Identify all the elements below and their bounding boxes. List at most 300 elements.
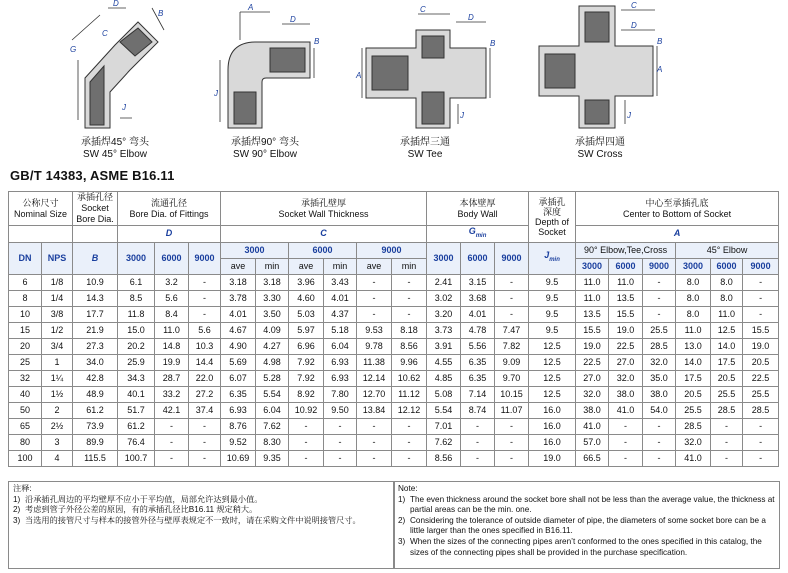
table-cell: 8.0 bbox=[676, 290, 711, 306]
table-cell: - bbox=[189, 274, 221, 290]
table-cell: 3/4 bbox=[42, 338, 73, 354]
table-cell: 6.96 bbox=[289, 338, 324, 354]
table-cell: 37.4 bbox=[189, 402, 221, 418]
header-bore-dia: 流通孔径 Bore Dia. of Fittings bbox=[118, 192, 221, 226]
table-cell: 19.0 bbox=[576, 338, 609, 354]
label-C: C bbox=[420, 5, 426, 14]
table-cell: 9.78 bbox=[357, 338, 392, 354]
table-cell: 6.93 bbox=[221, 402, 256, 418]
table-cell: - bbox=[495, 450, 529, 466]
table-cell: 28.7 bbox=[155, 370, 189, 386]
table-cell: 12.5 bbox=[529, 370, 576, 386]
symbol-D: D bbox=[118, 226, 221, 243]
table-cell: 22.5 bbox=[576, 354, 609, 370]
table-cell: - bbox=[189, 418, 221, 434]
caption-45-elbow: 承插焊45° 弯头 SW 45° Elbow bbox=[81, 137, 149, 160]
header-90-elbow: 90° Elbow,Tee,Cross bbox=[576, 242, 676, 258]
table-cell: 54.0 bbox=[643, 402, 676, 418]
table-cell: 3.30 bbox=[256, 290, 289, 306]
table-cell: 22.0 bbox=[189, 370, 221, 386]
table-cell: 7.14 bbox=[461, 386, 495, 402]
label-C: C bbox=[631, 1, 637, 10]
table-cell: 8.56 bbox=[427, 450, 461, 466]
table-cell: 4.09 bbox=[256, 322, 289, 338]
table-cell: 20.5 bbox=[743, 354, 779, 370]
table-cell: 7.62 bbox=[256, 418, 289, 434]
table-cell: - bbox=[357, 290, 392, 306]
table-cell: 17.5 bbox=[676, 370, 711, 386]
table-cell: 32.0 bbox=[576, 386, 609, 402]
table-cell: - bbox=[743, 290, 779, 306]
header-dn: DN bbox=[9, 242, 42, 274]
table-cell: 10.62 bbox=[392, 370, 427, 386]
table-cell: 5.56 bbox=[461, 338, 495, 354]
table-cell: 38.0 bbox=[609, 386, 643, 402]
table-cell: - bbox=[392, 306, 427, 322]
table-cell: 16.0 bbox=[529, 434, 576, 450]
table-cell: 20.2 bbox=[118, 338, 155, 354]
table-cell: 12.5 bbox=[529, 338, 576, 354]
table-cell: 4.90 bbox=[221, 338, 256, 354]
table-cell: - bbox=[711, 418, 743, 434]
symbol-A: A bbox=[576, 226, 779, 243]
table-cell: - bbox=[743, 274, 779, 290]
table-cell: 9.70 bbox=[495, 370, 529, 386]
table-cell: 35.0 bbox=[643, 370, 676, 386]
table-cell: - bbox=[743, 418, 779, 434]
table-cell: 25.5 bbox=[743, 386, 779, 402]
table-cell: - bbox=[289, 418, 324, 434]
table-cell: 28.5 bbox=[743, 402, 779, 418]
table-cell: 6.35 bbox=[221, 386, 256, 402]
table-cell: - bbox=[609, 434, 643, 450]
table-cell: - bbox=[643, 274, 676, 290]
table-cell: 3.2 bbox=[155, 274, 189, 290]
table-cell: 14.8 bbox=[155, 338, 189, 354]
table-cell: 14.4 bbox=[189, 354, 221, 370]
table-cell: 9.53 bbox=[357, 322, 392, 338]
table-cell: 3.15 bbox=[461, 274, 495, 290]
table-cell: - bbox=[289, 434, 324, 450]
header-wall-thickness: 承插孔壁厚 Socket Wall Thickness bbox=[221, 192, 427, 226]
table-cell: 1/8 bbox=[42, 274, 73, 290]
label-B: B bbox=[657, 37, 663, 46]
table-cell: 115.5 bbox=[73, 450, 118, 466]
table-cell: 19.0 bbox=[609, 322, 643, 338]
header-body-wall: 本体壁厚 Body Wall bbox=[427, 192, 529, 226]
table-cell: 3.02 bbox=[427, 290, 461, 306]
table-cell: 9.96 bbox=[392, 354, 427, 370]
table-cell: 8.0 bbox=[676, 274, 711, 290]
table-cell: 6.93 bbox=[324, 354, 357, 370]
table-cell: 5.08 bbox=[427, 386, 461, 402]
table-cell: 27.0 bbox=[609, 354, 643, 370]
sw-tee-drawing bbox=[358, 0, 498, 130]
table-cell: - bbox=[392, 450, 427, 466]
label-J: J bbox=[460, 111, 464, 120]
label-A: A bbox=[248, 3, 254, 12]
label-J: J bbox=[122, 103, 126, 112]
table-cell: 11.12 bbox=[392, 386, 427, 402]
table-cell: 22.5 bbox=[743, 370, 779, 386]
table-cell: 8.76 bbox=[221, 418, 256, 434]
table-row bbox=[9, 370, 779, 386]
table-cell: - bbox=[324, 434, 357, 450]
table-cell: 21.9 bbox=[73, 322, 118, 338]
symbol-G-min: $G_{min}$ bbox=[427, 226, 529, 243]
table-cell: - bbox=[289, 450, 324, 466]
table-cell: 8.0 bbox=[711, 274, 743, 290]
table-cell: 8.56 bbox=[392, 338, 427, 354]
table-cell: 6.04 bbox=[256, 402, 289, 418]
table-cell: 11.0 bbox=[609, 274, 643, 290]
table-row bbox=[9, 434, 779, 450]
table-cell: 34.0 bbox=[73, 354, 118, 370]
table-cell: 10.3 bbox=[189, 338, 221, 354]
standard-title: GB/T 14383, ASME B16.11 bbox=[10, 168, 175, 183]
table-cell: 4.27 bbox=[256, 338, 289, 354]
sw-cross-drawing bbox=[535, 0, 665, 130]
table-cell: - bbox=[643, 290, 676, 306]
table-cell: 25.5 bbox=[643, 322, 676, 338]
table-cell: 12.12 bbox=[392, 402, 427, 418]
table-cell: 33.2 bbox=[155, 386, 189, 402]
table-cell: 7.92 bbox=[289, 370, 324, 386]
table-cell: 10 bbox=[9, 306, 42, 322]
table-cell: - bbox=[495, 290, 529, 306]
table-cell: 25.5 bbox=[676, 402, 711, 418]
table-cell: - bbox=[711, 434, 743, 450]
table-cell: 9.09 bbox=[495, 354, 529, 370]
table-cell: 9.5 bbox=[529, 274, 576, 290]
table-cell: 9.5 bbox=[529, 322, 576, 338]
table-cell: 34.3 bbox=[118, 370, 155, 386]
table-cell: 5.18 bbox=[324, 322, 357, 338]
table-row bbox=[9, 402, 779, 418]
table-cell: 7.62 bbox=[427, 434, 461, 450]
table-cell: 4.78 bbox=[461, 322, 495, 338]
table-cell: - bbox=[357, 434, 392, 450]
table-cell: 11.0 bbox=[676, 322, 711, 338]
table-cell: - bbox=[189, 290, 221, 306]
table-cell: 14.3 bbox=[73, 290, 118, 306]
table-cell: - bbox=[189, 450, 221, 466]
sw-90-elbow-drawing bbox=[210, 0, 320, 130]
table-cell: 15.0 bbox=[118, 322, 155, 338]
header-depth-of-socket: 承插孔 深度 Depth of Socket bbox=[529, 192, 576, 243]
table-cell: - bbox=[461, 418, 495, 434]
table-cell: 32.0 bbox=[676, 434, 711, 450]
table-cell: 22.5 bbox=[609, 338, 643, 354]
table-cell: 8.0 bbox=[711, 290, 743, 306]
table-cell: 5.6 bbox=[189, 322, 221, 338]
label-D: D bbox=[290, 15, 296, 24]
table-cell: - bbox=[357, 418, 392, 434]
table-cell: 100 bbox=[9, 450, 42, 466]
table-row bbox=[9, 418, 779, 434]
table-cell: 25 bbox=[9, 354, 42, 370]
table-cell: - bbox=[711, 450, 743, 466]
caption-90-elbow: 承插焊90° 弯头 SW 90° Elbow bbox=[231, 137, 299, 160]
table-cell: 11.0 bbox=[155, 322, 189, 338]
table-cell: 1/4 bbox=[42, 290, 73, 306]
table-cell: - bbox=[495, 274, 529, 290]
table-cell: 25.5 bbox=[711, 386, 743, 402]
table-cell: 13.5 bbox=[576, 306, 609, 322]
table-cell: 28.5 bbox=[643, 338, 676, 354]
header-center-to-bottom: 中心至承插孔底 Center to Bottom of Socket bbox=[576, 192, 779, 226]
table-row bbox=[9, 274, 779, 290]
table-row bbox=[9, 354, 779, 370]
table-cell: 4.98 bbox=[256, 354, 289, 370]
table-cell: 3.20 bbox=[427, 306, 461, 322]
table-cell: 76.4 bbox=[118, 434, 155, 450]
header-nominal-size: 公称尺寸 Nominal Size bbox=[9, 192, 73, 226]
table-cell: 41.0 bbox=[676, 450, 711, 466]
table-cell: 3.18 bbox=[221, 274, 256, 290]
table-cell: 4.85 bbox=[427, 370, 461, 386]
table-cell: 7.01 bbox=[427, 418, 461, 434]
table-cell: 17.7 bbox=[73, 306, 118, 322]
table-cell: 40 bbox=[9, 386, 42, 402]
table-cell: 2.41 bbox=[427, 274, 461, 290]
symbol-B: B bbox=[73, 242, 118, 274]
label-C: C bbox=[102, 29, 108, 38]
table-cell: 27.3 bbox=[73, 338, 118, 354]
table-cell: 27.0 bbox=[576, 370, 609, 386]
table-cell: 2½ bbox=[42, 418, 73, 434]
table-cell: 6.04 bbox=[324, 338, 357, 354]
table-cell: 4.55 bbox=[427, 354, 461, 370]
table-cell: 12.5 bbox=[529, 386, 576, 402]
table-cell: 100.7 bbox=[118, 450, 155, 466]
table-cell: - bbox=[609, 450, 643, 466]
table-cell: - bbox=[643, 418, 676, 434]
label-A: A bbox=[657, 65, 663, 74]
table-cell: - bbox=[189, 434, 221, 450]
table-cell: - bbox=[324, 450, 357, 466]
table-cell: 7.80 bbox=[324, 386, 357, 402]
table-cell: 65 bbox=[9, 418, 42, 434]
table-cell: 16.0 bbox=[529, 418, 576, 434]
sw-45-elbow-drawing bbox=[60, 0, 170, 130]
table-cell: 2 bbox=[42, 402, 73, 418]
label-G: G bbox=[70, 45, 77, 54]
table-cell: 3.78 bbox=[221, 290, 256, 306]
table-cell: 15.5 bbox=[609, 306, 643, 322]
label-A: A bbox=[356, 71, 362, 80]
caption-cross: 承插焊四通 SW Cross bbox=[575, 137, 625, 160]
label-J: J bbox=[627, 111, 631, 120]
table-row bbox=[9, 290, 779, 306]
table-cell: - bbox=[392, 418, 427, 434]
table-cell: 4.67 bbox=[221, 322, 256, 338]
table-cell: 38.0 bbox=[643, 386, 676, 402]
table-cell: 3.96 bbox=[289, 274, 324, 290]
table-cell: - bbox=[643, 306, 676, 322]
table-cell: 20 bbox=[9, 338, 42, 354]
table-cell: 50 bbox=[9, 402, 42, 418]
table-cell: 9.35 bbox=[256, 450, 289, 466]
table-cell: 6 bbox=[9, 274, 42, 290]
table-cell: 41.0 bbox=[576, 418, 609, 434]
table-row bbox=[9, 322, 779, 338]
table-cell: - bbox=[643, 450, 676, 466]
table-cell: 27.2 bbox=[189, 386, 221, 402]
table-cell: 73.9 bbox=[73, 418, 118, 434]
table-cell: - bbox=[357, 274, 392, 290]
table-cell: - bbox=[392, 434, 427, 450]
table-cell: 8.5 bbox=[118, 290, 155, 306]
header-socket-bore: 承插孔径 Socket Bore Dia. bbox=[73, 192, 118, 226]
table-cell: 15.5 bbox=[743, 322, 779, 338]
table-cell: 32.0 bbox=[643, 354, 676, 370]
table-cell: 13.5 bbox=[609, 290, 643, 306]
table-cell: 3.43 bbox=[324, 274, 357, 290]
table-row bbox=[9, 450, 779, 466]
table-cell: 19.9 bbox=[155, 354, 189, 370]
table-cell: - bbox=[357, 450, 392, 466]
table-cell: 10.15 bbox=[495, 386, 529, 402]
table-cell: 4.01 bbox=[221, 306, 256, 322]
table-cell: 7.92 bbox=[289, 354, 324, 370]
table-cell: 1½ bbox=[42, 386, 73, 402]
table-cell: 28.5 bbox=[711, 402, 743, 418]
table-cell: 80 bbox=[9, 434, 42, 450]
table-cell: 1¼ bbox=[42, 370, 73, 386]
table-cell: 11.8 bbox=[118, 306, 155, 322]
table-cell: 14.0 bbox=[676, 354, 711, 370]
table-cell: 9.50 bbox=[324, 402, 357, 418]
table-cell: 32.0 bbox=[609, 370, 643, 386]
table-cell: 1/2 bbox=[42, 322, 73, 338]
table-cell: 6.07 bbox=[221, 370, 256, 386]
table-cell: - bbox=[189, 306, 221, 322]
table-cell: 5.03 bbox=[289, 306, 324, 322]
table-cell: 38.0 bbox=[576, 402, 609, 418]
table-cell: 28.5 bbox=[676, 418, 711, 434]
table-cell: 6.35 bbox=[461, 370, 495, 386]
notes-english: Note: 1) The even thickness around the socket bore shall not be less than the average value, the thickness at partial areas can be the min. one. 2) Considering the tolerance of outside diameter of pipe, the diameters of some socket bore can be a little larger than the ones specified in B16.11. 3) When the sizes of the connecting pipes aren’t conformed to the ones specified in this catalog, the sizes of the connecting pipes shall be provided in the purchase specification. bbox=[393, 481, 780, 569]
table-cell: 12.5 bbox=[711, 322, 743, 338]
table-cell: - bbox=[461, 434, 495, 450]
table-cell: 15 bbox=[9, 322, 42, 338]
table-cell: 14.0 bbox=[711, 338, 743, 354]
table-cell: 9.5 bbox=[529, 290, 576, 306]
table-cell: 13.0 bbox=[676, 338, 711, 354]
symbol-J-min: $J_{min}$ bbox=[529, 242, 576, 274]
table-cell: 6.1 bbox=[118, 274, 155, 290]
label-D: D bbox=[113, 0, 119, 8]
table-cell: 11.07 bbox=[495, 402, 529, 418]
table-cell: 4.01 bbox=[324, 290, 357, 306]
table-cell: 51.7 bbox=[118, 402, 155, 418]
table-cell: 42.1 bbox=[155, 402, 189, 418]
table-cell: 3 bbox=[42, 434, 73, 450]
table-cell: - bbox=[357, 306, 392, 322]
table-cell: 5.6 bbox=[155, 290, 189, 306]
table-cell: - bbox=[643, 434, 676, 450]
table-cell: - bbox=[495, 418, 529, 434]
table-cell: 17.5 bbox=[711, 354, 743, 370]
table-cell: 42.8 bbox=[73, 370, 118, 386]
table-cell: 3.73 bbox=[427, 322, 461, 338]
table-cell: 5.54 bbox=[256, 386, 289, 402]
table-cell: 12.14 bbox=[357, 370, 392, 386]
table-cell: 4.60 bbox=[289, 290, 324, 306]
label-B: B bbox=[158, 9, 164, 18]
table-cell: 3.50 bbox=[256, 306, 289, 322]
table-cell: 10.69 bbox=[221, 450, 256, 466]
table-cell: 40.1 bbox=[118, 386, 155, 402]
table-cell: 11.38 bbox=[357, 354, 392, 370]
table-cell: 15.5 bbox=[576, 322, 609, 338]
table-cell: 41.0 bbox=[609, 402, 643, 418]
table-cell: 9.52 bbox=[221, 434, 256, 450]
table-cell: - bbox=[155, 418, 189, 434]
table-cell: 89.9 bbox=[73, 434, 118, 450]
dimension-table: 公称尺寸 Nominal Size 承插孔径 Socket Bore Dia. 流通孔径 Bore Dia. of Fittings 承插孔壁厚 Socket Wall Thickness 本体壁厚 Body Wall 承插孔 深度 Depth of Socket 中心至承插孔底 Center to Bottom of Socket D C $G_{min}$ A DN NPS B 3000 6000 9000 3000 6000 9000 3000 6000 9000 $J_{min}$ 90° Elbow,Tee,Cross 45° Elbow ave min ave min ave min 3000 6000 9000 3000 6000 9000 6 1/8 10.9 6.1 3.2 - 3.18 3.18 3.96 3.43 - - 2.41 3.15 - 9.5 11.0 11.0 - 8.0 8.0 - 8 1/4 14.3 8.5 5.6 - 3.78 3.30 4.60 4.01 - - 3.02 3.68 - 9.5 11.0 13.5 - 8.0 8.0 - 10 3/8 17.7 11.8 8.4 - 4.01 3.50 5.03 4.37 - - 3.20 4.01 - 9.5 13.5 15.5 - 8.0 11.0 - 15 1/2 21.9 15.0 11.0 5.6 4.67 4.09 5.97 5.18 9.53 8.18 3.73 4.78 7.47 9.5 15.5 19.0 25.5 11.0 12.5 15.5 20 3/4 27.3 20.2 14.8 10.3 4.90 4.27 6.96 6.04 9.78 8.56 3.91 5.56 7.82 12.5 19.0 22.5 28.5 13.0 14.0 19.0 25 1 34.0 25.9 19.9 14.4 5.69 4.98 7.92 6.93 11.38 9.96 4.55 6.35 9.09 12.5 22.5 27.0 32.0 14.0 17.5 20.5 32 1¼ 42.8 34.3 28.7 22.0 6.07 5.28 7.92 6.93 12.14 10.62 4.85 6.35 9.70 12.5 27.0 32.0 35.0 17.5 20.5 22.5 40 1½ 48.9 40.1 33.2 27.2 6.35 5.54 8.92 7.80 12.70 11.12 5.08 7.14 10.15 12.5 32.0 38.0 38.0 20.5 25.5 25.5 50 2 61.2 51.7 42.1 37.4 6.93 6.04 10.92 9.50 13.84 12.12 5.54 8.74 11.07 16.0 38.0 41.0 54.0 25.5 28.5 28.5 65 2½ 73.9 61.2 - - 8.76 7.62 - - - - 7.01 - - 16.0 41.0 - - 28.5 - - 80 3 89.9 76.4 - - 9.52 8.30 - - - - 7.62 - - 16.0 57.0 - - 32.0 - - 100 4 115.5 100.7 - - 10.69 9.35 - - - - 8.56 - - 19.0 66.5 - - 41.0 - - bbox=[8, 191, 779, 467]
table-cell: 8.92 bbox=[289, 386, 324, 402]
table-cell: - bbox=[155, 434, 189, 450]
table-cell: 11.0 bbox=[711, 306, 743, 322]
header-45-elbow: 45° Elbow bbox=[676, 242, 779, 258]
table-cell: 9.5 bbox=[529, 306, 576, 322]
table-cell: 66.5 bbox=[576, 450, 609, 466]
table-cell: 8.30 bbox=[256, 434, 289, 450]
table-cell: 16.0 bbox=[529, 402, 576, 418]
label-J: J bbox=[214, 89, 218, 98]
table-cell: 6.35 bbox=[461, 354, 495, 370]
table-cell: 12.5 bbox=[529, 354, 576, 370]
table-cell: 4 bbox=[42, 450, 73, 466]
table-cell: 57.0 bbox=[576, 434, 609, 450]
table-cell: 11.0 bbox=[576, 290, 609, 306]
table-cell: 4.37 bbox=[324, 306, 357, 322]
symbol-C: C bbox=[221, 226, 427, 243]
table-cell: - bbox=[743, 306, 779, 322]
table-cell: 3/8 bbox=[42, 306, 73, 322]
table-cell: 5.28 bbox=[256, 370, 289, 386]
table-cell: - bbox=[609, 418, 643, 434]
table-cell: 11.0 bbox=[576, 274, 609, 290]
table-cell: 3.18 bbox=[256, 274, 289, 290]
table-cell: 61.2 bbox=[73, 402, 118, 418]
table-cell: 7.82 bbox=[495, 338, 529, 354]
table-row bbox=[9, 386, 779, 402]
table-cell: - bbox=[495, 434, 529, 450]
table-row bbox=[9, 338, 779, 354]
table-cell: 7.47 bbox=[495, 322, 529, 338]
table-cell: 8.0 bbox=[676, 306, 711, 322]
table-cell: - bbox=[324, 418, 357, 434]
table-cell: 32 bbox=[9, 370, 42, 386]
table-cell: - bbox=[155, 450, 189, 466]
label-B: B bbox=[314, 37, 320, 46]
table-cell: 10.9 bbox=[73, 274, 118, 290]
table-cell: - bbox=[461, 450, 495, 466]
table-cell: 61.2 bbox=[118, 418, 155, 434]
table-cell: 4.01 bbox=[461, 306, 495, 322]
table-cell: 8.18 bbox=[392, 322, 427, 338]
table-cell: 48.9 bbox=[73, 386, 118, 402]
label-D: D bbox=[468, 13, 474, 22]
caption-tee: 承插焊三通 SW Tee bbox=[400, 137, 450, 160]
header-nps: NPS bbox=[42, 242, 73, 274]
table-cell: - bbox=[495, 306, 529, 322]
table-cell: 19.0 bbox=[529, 450, 576, 466]
table-cell: - bbox=[743, 434, 779, 450]
